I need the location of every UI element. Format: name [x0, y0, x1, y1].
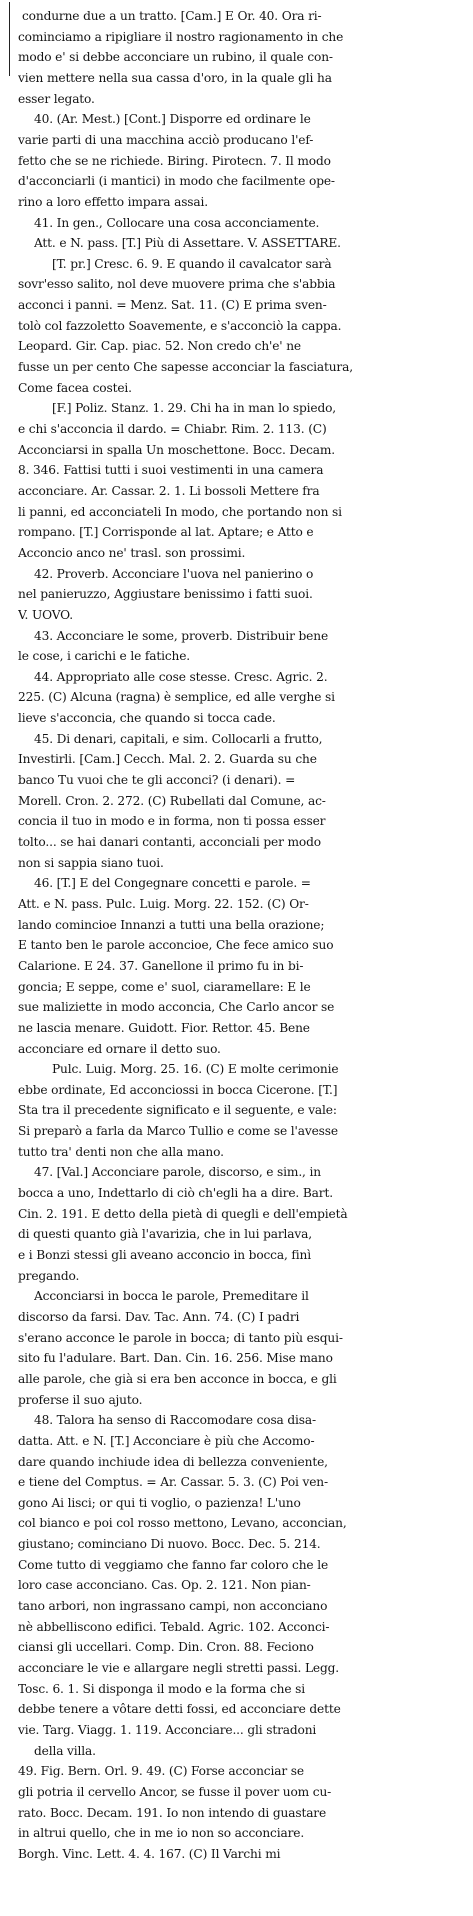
text-line: 40. (Ar. Mest.) [Cont.] Disporre ed ordinare le: [34, 112, 311, 127]
text-line: banco Tu vuoi che te gli acconci? (i denari). =: [18, 773, 296, 787]
text-line: tolò col fazzoletto Soavemente, e s'acconciò la cappa.: [18, 318, 342, 333]
text-line: vien mettere nella sua cassa d'oro, in la quale gli ha: [18, 70, 332, 85]
text-line: ebbe ordinate, Ed acconciossi in bocca Cicerone. [T.]: [18, 1082, 338, 1097]
text-line: V. UOVO.: [18, 607, 74, 622]
text-line: fusse un per cento Che sapesse acconciar la fasciatura,: [18, 360, 353, 374]
text-line: vie. Targ. Viagg. 1. 119. Acconciare... gli stradoni: [18, 1722, 317, 1737]
text-line: Borgh. Vinc. Lett. 4. 4. 167. (C) Il Varchi mi: [18, 1846, 281, 1861]
text-line: lieve s'acconcia, che quando si tocca cade.: [18, 711, 276, 726]
text-line: 8. 346. Fattisi tutti i suoi vestimenti in una camera: [18, 463, 324, 478]
text-line: 44. Appropriato alle cose stesse. Cresc. Agric. 2.: [34, 669, 328, 684]
text-line: 45. Di denari, capitali, e sim. Collocarli a frutto,: [34, 731, 323, 746]
text-line: Tosc. 6. 1. Si disponga il modo e la forma che si: [18, 1681, 305, 1696]
text-line: 41. In gen., Collocare una cosa acconciamente.: [34, 215, 320, 230]
text-line: 42. Proverb. Acconciare l'uova nel panierino o: [34, 566, 314, 581]
text-line: [T. pr.] Cresc. 6. 9. E quando il cavalcator sarà: [52, 256, 332, 271]
text-line: tano arbori, non ingrassano campi, non acconciano: [18, 1599, 328, 1613]
text-line: alle parole, che già si era ben acconce in bocca, e gli: [18, 1371, 337, 1386]
text-line: Come tutto di veggiamo che fanno far coloro che le: [18, 1557, 329, 1572]
text-line: rino a loro effetto impara assai.: [18, 194, 209, 209]
text-line: 48. Talora ha senso di Raccomodare cosa disa-: [34, 1413, 316, 1428]
text-line: goncia; E seppe, come e' suol, ciaramellare: E le: [18, 979, 311, 994]
text-line: acconciare ed ornare il detto suo.: [18, 1041, 221, 1056]
text-line: concia il tuo in modo e in forma, non ti possa esser: [18, 814, 326, 829]
text-line: rompano. [T.] Corrisponde al lat. Aptare; e Atto e: [18, 525, 314, 540]
text-line: 49. Fig. Bern. Orl. 9. 49. (C) Forse acconciar se: [18, 1764, 304, 1779]
text-line: rato. Bocc. Decam. 191. Io non intendo di guastare: [18, 1805, 327, 1820]
text-line: modo e' si debbe acconciare un rubino, il quale con-: [18, 50, 333, 65]
text-line: varie parti di una macchina acciò producano l'ef-: [18, 132, 314, 147]
text-line: esser legato.: [18, 91, 95, 106]
text-line: 46. [T.] E del Congegnare concetti e parole. =: [34, 876, 311, 891]
text-line: [F.] Poliz. Stanz. 1. 29. Chi ha in man lo spiedo,: [52, 401, 337, 416]
text-line: non si sappia siano tuoi.: [18, 855, 164, 870]
text-line: col bianco e poi col rosso mettono, Levano, acconcian,: [18, 1516, 347, 1531]
text-line: Cin. 2. 191. E detto della pietà di quegli e dell'empietà: [18, 1206, 348, 1221]
text-line: acconci i panni. = Menz. Sat. 11. (C) E prima sven-: [18, 298, 327, 313]
text-line: acconciare le vie e allargare negli stretti passi. Legg.: [18, 1661, 339, 1675]
text-line: datta. Att. e N. [T.] Acconciare è più che Accomo-: [18, 1433, 315, 1448]
text-line: sovr'esso salito, nol deve muovere prima che s'abbia: [18, 277, 336, 292]
text-line: tolto... se hai danari contanti, acconciali per modo: [18, 835, 321, 849]
text-line: di questi quanto già l'avarizia, che in lui parlava,: [18, 1227, 312, 1242]
text-line: e i Bonzi stessi gli aveano acconcio in bocca, finì: [18, 1248, 311, 1262]
text-line: acconciare. Ar. Cassar. 2. 1. Li bossoli Mettere fra: [18, 483, 320, 498]
text-line: le cose, i carichi e le fatiche.: [18, 649, 191, 664]
text-line: Calarione. E 24. 37. Ganellone il primo fu in bi-: [18, 958, 304, 973]
text-line: Come facea costei.: [18, 380, 132, 395]
text-line: 225. (C) Alcuna (ragna) è semplice, ed alle verghe si: [18, 690, 335, 705]
text-line: Morell. Cron. 2. 272. (C) Rubellati dal Comune, ac-: [18, 793, 326, 808]
text-line: proferse il suo ajuto.: [18, 1392, 143, 1407]
text-line: dare quando inchiude idea di bellezza conveniente,: [18, 1454, 328, 1469]
text-line: Att. e N. pass. [T.] Più di Assettare. V. ASSETTARE.: [34, 236, 341, 251]
text-line: Pulc. Luig. Morg. 25. 16. (C) E molte cerimonie: [52, 1062, 339, 1077]
text-line: giustano; cominciano Di nuovo. Bocc. Dec. 5. 214.: [18, 1537, 321, 1552]
text-line: e tiene del Comptus. = Ar. Cassar. 5. 3. (C) Poi ven-: [18, 1475, 328, 1490]
text-line: fetto che se ne richiede. Biring. Pirotecn. 7. Il modo: [18, 153, 331, 168]
text-line: Si preparò a farla da Marco Tullio e come se l'avesse: [18, 1124, 338, 1139]
text-line: cominciamo a ripigliare il nostro ragionamento in che: [18, 29, 344, 44]
text-line: e chi s'acconcia il dardo. = Chiabr. Rim. 2. 113. (C): [18, 422, 327, 436]
text-line: Acconciarsi in bocca le parole, Premeditare il: [34, 1289, 309, 1304]
text-line: sito fu l'adulare. Bart. Dan. Cin. 16. 256. Mise mano: [18, 1351, 333, 1366]
text-line: nel panieruzzo, Aggiustare benissimo i fatti suoi.: [18, 587, 313, 602]
text-line: s'erano acconce le parole in bocca; di tanto più esqui-: [18, 1330, 343, 1345]
text-line: Investirli. [Cam.] Cecch. Mal. 2. 2. Guarda su che: [18, 752, 317, 767]
text-line: loro case acconciano. Cas. Op. 2. 121. Non pian-: [18, 1578, 311, 1593]
text-line: condurne due a un tratto. [Cam.] E Or. 40. Ora ri-: [22, 9, 322, 23]
text-line: ciansi gli uccellari. Comp. Din. Cron. 88. Feciono: [18, 1640, 314, 1655]
text-line: Sta tra il precedente significato e il seguente, e vale:: [18, 1103, 337, 1118]
text-line: Acconcio anco ne' trasl. son prossimi.: [18, 545, 246, 560]
text-line: sue maliziette in modo acconcia, Che Carlo ancor se: [18, 1000, 335, 1015]
text-line: Leopard. Gir. Cap. piac. 52. Non credo ch'e' ne: [18, 339, 301, 354]
text-line: nè abbelliscono edifici. Tebald. Agric. 102. Acconci-: [18, 1619, 330, 1634]
text-line: gli potria il cervello Ancor, se fusse il pover uom cu-: [18, 1784, 332, 1799]
text-line: discorso da farsi. Dav. Tac. Ann. 74. (C) I padri: [18, 1309, 300, 1324]
text-line: 43. Acconciare le some, proverb. Distribuir bene: [34, 628, 329, 643]
text-line: Att. e N. pass. Pulc. Luig. Morg. 22. 152. (C) Or-: [18, 896, 309, 911]
text-line: lando comincioe Innanzi a tutti una bella orazione;: [18, 917, 325, 932]
text-line: gono Ai lisci; or qui ti voglio, o pazienza! L'uno: [18, 1495, 301, 1510]
margin-rule: [9, 2, 10, 76]
text-line: li panni, ed acconciateli In modo, che portando non si: [18, 504, 342, 519]
text-line: pregando.: [18, 1268, 80, 1283]
text-line: 47. [Val.] Acconciare parole, discorso, e sim., in: [34, 1165, 321, 1180]
text-line: d'acconciarli (i mantici) in modo che facilmente ope-: [18, 174, 335, 189]
text-line: della villa.: [34, 1743, 96, 1758]
text-line: in altrui quello, che in me io non so acconciare.: [18, 1826, 305, 1841]
text-line: debbe tenere a vôtare detti fossi, ed acconciare dette: [18, 1702, 341, 1717]
text-line: E tanto ben le parole acconcioe, Che fece amico suo: [18, 938, 334, 953]
text-line: ne lascia menare. Guidott. Fior. Rettor. 45. Bene: [18, 1020, 310, 1035]
text-line: bocca a uno, Indettarlo di ciò ch'egli ha a dire. Bart.: [18, 1186, 333, 1200]
text-line: tutto tra' denti non che alla mano.: [18, 1144, 224, 1159]
text-line: Acconciarsi in spalla Un moschettone. Bocc. Decam.: [18, 442, 336, 457]
